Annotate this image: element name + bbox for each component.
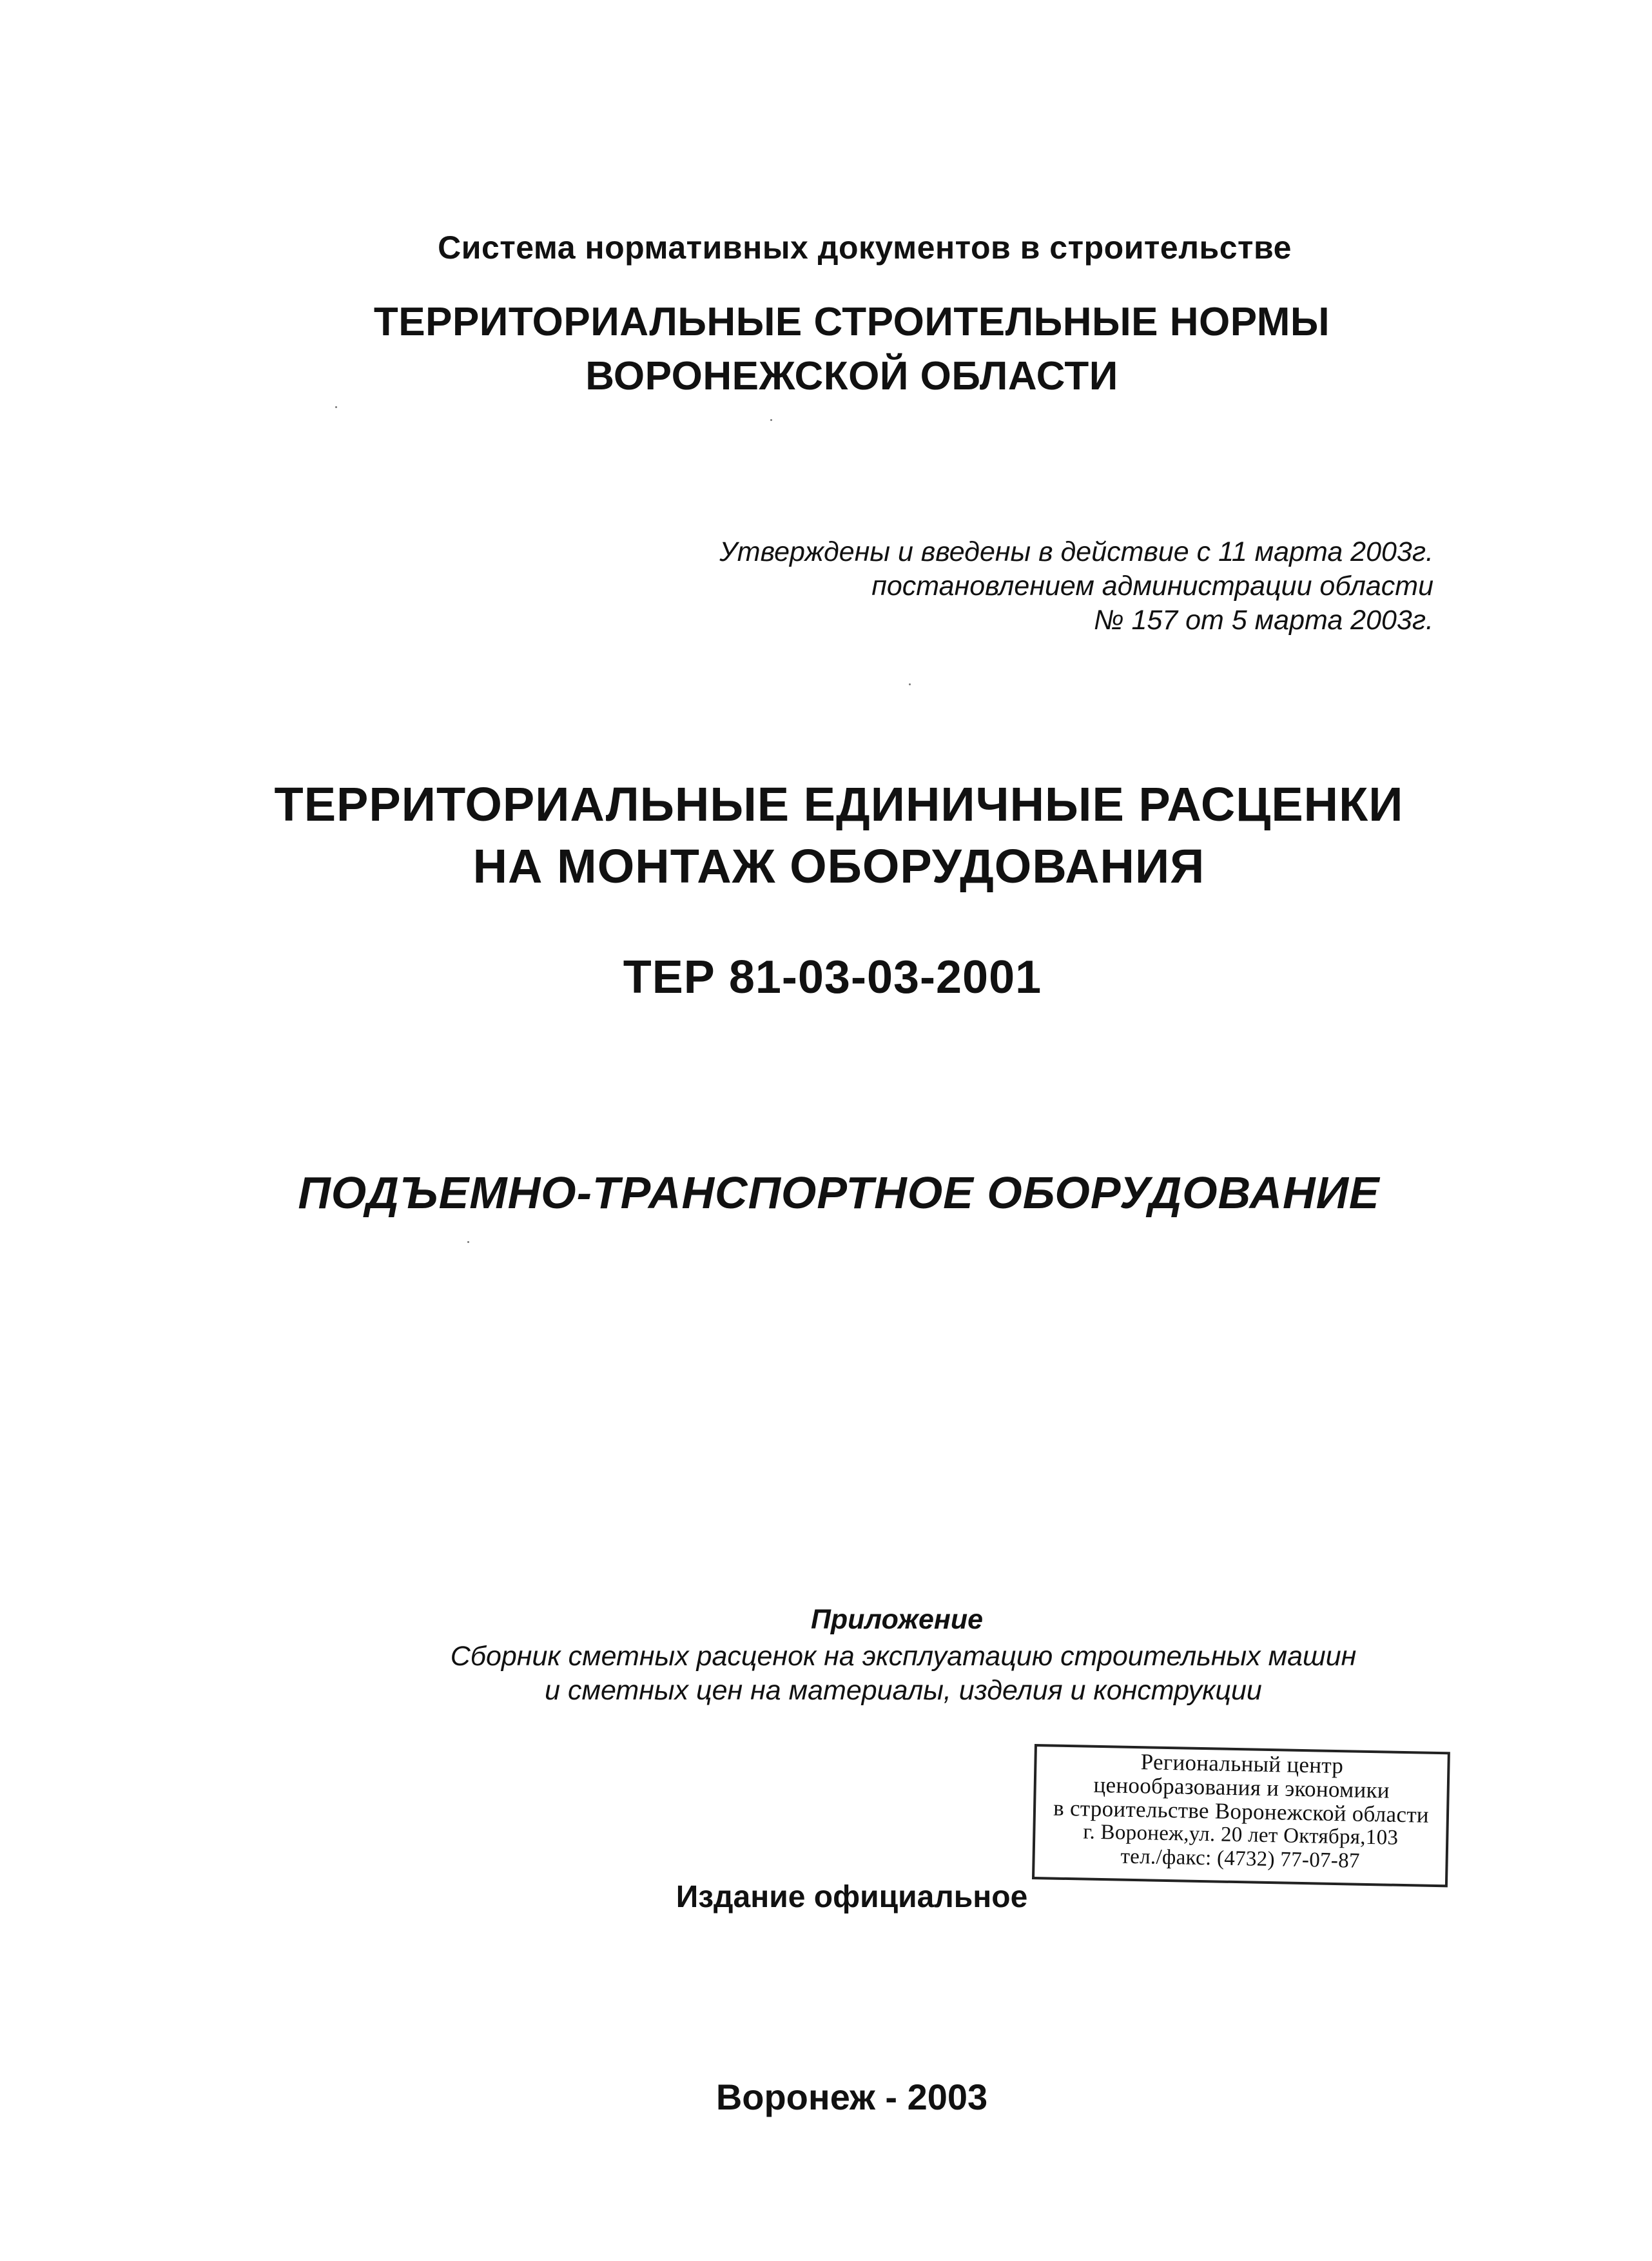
- norms-heading-line2: ВОРОНЕЖСКОЙ ОБЛАСТИ: [585, 354, 1118, 398]
- norms-heading-line1: ТЕРРИТОРИАЛЬНЫЕ СТРОИТЕЛЬНЫЕ НОРМЫ: [373, 300, 1330, 344]
- scan-speck: [770, 419, 772, 421]
- organization-stamp: [1032, 1744, 1450, 1887]
- stamp-line5: тел./факс: (4732) 77-07-87: [1120, 1845, 1361, 1873]
- scan-speck: [335, 406, 337, 408]
- stamp-line1: Региональный центр: [1140, 1749, 1344, 1779]
- stamp-line3: в строительстве Воронежской области: [1053, 1795, 1430, 1828]
- city-year: Воронеж - 2003: [715, 2077, 988, 2117]
- scan-speck: [909, 683, 911, 685]
- approval-line3: № 157 от 5 марта 2003г.: [1093, 605, 1433, 636]
- scan-speck: [467, 1241, 469, 1243]
- document-title-line2: НА МОНТАЖ ОБОРУДОВАНИЯ: [472, 839, 1205, 893]
- appendix-line2: и сметных цен на материалы, изделия и конструкции: [545, 1675, 1262, 1706]
- approval-note: [719, 535, 1433, 638]
- stamp-line2: ценообразования и экономики: [1093, 1772, 1390, 1803]
- appendix-line1: Сборник сметных расценок на эксплуатацию строительных машин: [450, 1641, 1357, 1672]
- document-subtitle: ПОДЪЕМНО-ТРАНСПОРТНОЕ ОБОРУДОВАНИЕ: [298, 1168, 1380, 1218]
- document-code: ТЕР 81-03-03-2001: [623, 952, 1042, 1003]
- edition-label: Издание официальное: [675, 1880, 1028, 1914]
- document-series: Система нормативных документов в строительстве: [438, 230, 1292, 266]
- appendix-heading: Приложение: [810, 1604, 984, 1635]
- document-title-line1: ТЕРРИТОРИАЛЬНЫЕ ЕДИНИЧНЫЕ РАСЦЕНКИ: [274, 778, 1404, 831]
- approval-line1: Утверждены и введены в действие с 11 марта 2003г.: [719, 536, 1433, 567]
- appendix-description: [77, 1639, 1652, 1708]
- document-title: [13, 774, 1652, 897]
- norms-heading: [26, 295, 1652, 404]
- approval-line2: постановлением администрации области: [871, 571, 1433, 602]
- stamp-line4: г. Воронеж,ул. 20 лет Октября,103: [1083, 1820, 1399, 1850]
